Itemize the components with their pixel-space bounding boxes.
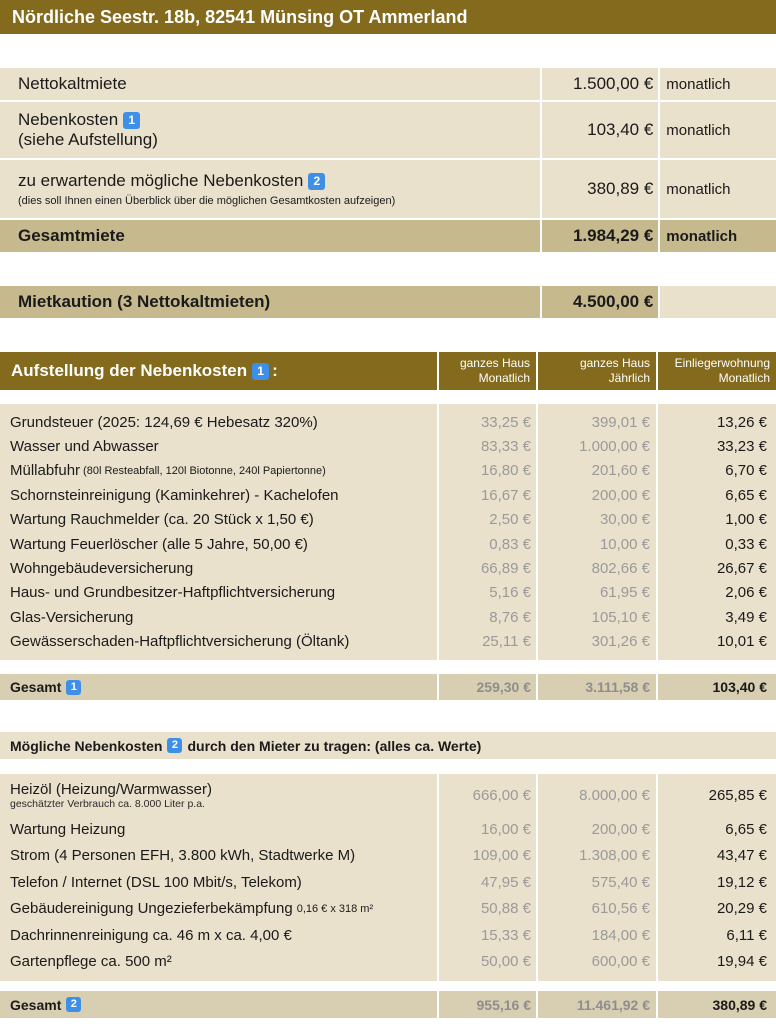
cost-label-cell bbox=[0, 843, 437, 870]
cost-yearly: 201,60 € bbox=[538, 459, 656, 483]
deposit-amount: 4.500,00 € bbox=[542, 286, 659, 318]
col-header-haus-jaehrlich bbox=[538, 352, 656, 390]
col-header-haus-monatlich bbox=[439, 352, 536, 390]
cost-einlieger: 6,11 € bbox=[658, 922, 776, 949]
total-monthly: 259,30 € bbox=[439, 674, 536, 700]
col-header-line2: Monatlich bbox=[718, 371, 770, 385]
cost-einlieger: 20,29 € bbox=[658, 896, 776, 923]
cost-einlieger: 0,33 € bbox=[658, 532, 776, 556]
total-einlieger: 380,89 € bbox=[658, 991, 776, 1018]
cost-yearly: 30,00 € bbox=[538, 508, 656, 532]
table-row bbox=[0, 774, 776, 816]
cost-yearly: 8.000,00 € bbox=[538, 774, 656, 816]
cost-label-cell bbox=[0, 508, 437, 532]
table-row bbox=[0, 483, 776, 507]
cost-label: Wartung Heizung bbox=[10, 820, 126, 838]
cost-label: Grundsteuer (2025: 124,69 € Hebesatz 320%) bbox=[10, 413, 318, 431]
badge-2-icon: 2 bbox=[66, 997, 81, 1012]
moegliche-subtitle: durch den Mieter zu tragen: (alles ca. Werte) bbox=[187, 737, 482, 754]
cost-label-cell bbox=[0, 949, 437, 976]
cost-monthly: 25,11 € bbox=[439, 630, 536, 654]
cost-yearly: 301,26 € bbox=[538, 630, 656, 654]
nebenkosten-header bbox=[0, 352, 776, 390]
col-header-line1: Einliegerwohnung bbox=[674, 356, 770, 370]
table-total-row bbox=[0, 674, 776, 700]
total-einlieger: 103,40 € bbox=[658, 674, 776, 700]
table-row bbox=[0, 434, 776, 458]
cost-label-cell bbox=[0, 459, 437, 483]
cost-yearly: 184,00 € bbox=[538, 922, 656, 949]
cost-yearly: 1.308,00 € bbox=[538, 843, 656, 870]
padding-cell bbox=[439, 654, 536, 660]
table-row bbox=[0, 605, 776, 629]
rent-period: monatlich bbox=[660, 68, 776, 100]
rent-label-cell bbox=[0, 160, 540, 218]
nebenkosten-title-suffix: : bbox=[272, 361, 278, 380]
moegliche-table bbox=[0, 774, 776, 981]
padding-cell bbox=[658, 975, 776, 981]
cost-label-note: 0,16 € x 318 m² bbox=[296, 902, 374, 915]
table-row bbox=[0, 843, 776, 870]
cost-einlieger: 265,85 € bbox=[658, 774, 776, 816]
total-monthly: 955,16 € bbox=[439, 991, 536, 1018]
rent-label: zu erwartende mögliche Nebenkosten bbox=[18, 171, 304, 190]
cost-label-cell bbox=[0, 605, 437, 629]
cost-label: Müllabfuhr bbox=[10, 462, 81, 480]
rent-total-row bbox=[0, 220, 776, 252]
padding-cell bbox=[658, 654, 776, 660]
rent-amount: 103,40 € bbox=[542, 102, 659, 158]
cost-label-note: (80l Resteabfall, 120l Biotonne, 240l Papiertonne) bbox=[83, 464, 326, 477]
rent-label: Nettokaltmiete bbox=[0, 68, 540, 100]
total-label: Gesamt bbox=[10, 679, 62, 695]
cost-einlieger: 1,00 € bbox=[658, 508, 776, 532]
cost-monthly: 16,67 € bbox=[439, 483, 536, 507]
cost-einlieger: 6,70 € bbox=[658, 459, 776, 483]
table-row bbox=[0, 896, 776, 923]
total-label: Gesamt bbox=[10, 996, 62, 1013]
cost-yearly: 1.000,00 € bbox=[538, 434, 656, 458]
badge-1-icon: 1 bbox=[66, 680, 81, 695]
rent-note: (dies soll Ihnen einen Überblick über die möglichen Gesamtkosten aufzeigen) bbox=[18, 195, 396, 207]
rent-period: monatlich bbox=[660, 160, 776, 218]
table-row bbox=[0, 816, 776, 843]
nebenkosten-total bbox=[0, 674, 776, 700]
moegliche-total bbox=[0, 991, 776, 1018]
cost-monthly: 83,33 € bbox=[439, 434, 536, 458]
table-row bbox=[0, 532, 776, 556]
rent-label: Nebenkosten bbox=[18, 110, 119, 129]
rent-total-period: monatlich bbox=[660, 220, 776, 252]
table-row bbox=[0, 949, 776, 976]
cost-monthly: 50,00 € bbox=[439, 949, 536, 976]
cost-einlieger: 10,01 € bbox=[658, 630, 776, 654]
col-header-einlieger-monatlich bbox=[658, 352, 776, 390]
cost-einlieger: 33,23 € bbox=[658, 434, 776, 458]
cost-yearly: 10,00 € bbox=[538, 532, 656, 556]
rent-label-cell bbox=[0, 102, 540, 158]
padding-cell bbox=[0, 975, 437, 981]
cost-label: Gewässerschaden-Haftpflichtversicherung (Öltank) bbox=[10, 633, 350, 651]
cost-label-cell bbox=[0, 896, 437, 923]
moegliche-title: Mögliche Nebenkosten bbox=[10, 737, 163, 754]
nebenkosten-title-text: Aufstellung der Nebenkosten bbox=[11, 361, 248, 380]
total-yearly: 11.461,92 € bbox=[538, 991, 656, 1018]
cost-label: Glas-Versicherung bbox=[10, 608, 134, 626]
table-row bbox=[0, 459, 776, 483]
cost-yearly: 610,56 € bbox=[538, 896, 656, 923]
total-label-cell bbox=[0, 674, 437, 700]
cost-yearly: 399,01 € bbox=[538, 410, 656, 434]
cost-label: Haus- und Grundbesitzer-Haftpflichtversicherung bbox=[10, 584, 336, 602]
cost-label-cell bbox=[0, 434, 437, 458]
col-header-line1: ganzes Haus bbox=[459, 356, 530, 370]
rent-total-amount: 1.984,29 € bbox=[542, 220, 659, 252]
cost-label-cell bbox=[0, 630, 437, 654]
cost-monthly: 66,89 € bbox=[439, 556, 536, 580]
cost-monthly: 666,00 € bbox=[439, 774, 536, 816]
cost-monthly: 16,80 € bbox=[439, 459, 536, 483]
moegliche-header bbox=[0, 732, 776, 759]
cost-einlieger: 43,47 € bbox=[658, 843, 776, 870]
table-row bbox=[0, 410, 776, 434]
total-yearly: 3.111,58 € bbox=[538, 674, 656, 700]
cost-yearly: 200,00 € bbox=[538, 816, 656, 843]
cost-einlieger: 3,49 € bbox=[658, 605, 776, 629]
padding-cell bbox=[538, 975, 656, 981]
col-header-line2: Monatlich bbox=[478, 371, 530, 385]
badge-2-icon: 2 bbox=[308, 173, 325, 190]
cost-monthly: 5,16 € bbox=[439, 581, 536, 605]
nebenkosten-table bbox=[0, 404, 776, 660]
cost-label: Wartung Rauchmelder (ca. 20 Stück x 1,50 €) bbox=[10, 511, 314, 529]
deposit-empty bbox=[660, 286, 776, 318]
rent-row-nebenkosten bbox=[0, 102, 776, 158]
cost-monthly: 15,33 € bbox=[439, 922, 536, 949]
cost-label-cell bbox=[0, 922, 437, 949]
cost-label: Strom (4 Personen EFH, 3.800 kWh, Stadtwerke M) bbox=[10, 847, 356, 865]
cost-einlieger: 6,65 € bbox=[658, 816, 776, 843]
table-padding bbox=[0, 975, 776, 981]
cost-yearly: 575,40 € bbox=[538, 869, 656, 896]
table-row bbox=[0, 581, 776, 605]
padding-cell bbox=[439, 975, 536, 981]
table-total-row bbox=[0, 991, 776, 1018]
cost-label-cell bbox=[0, 410, 437, 434]
cost-yearly: 802,66 € bbox=[538, 556, 656, 580]
badge-2-icon: 2 bbox=[167, 738, 182, 753]
cost-label: Gartenpflege ca. 500 m² bbox=[10, 953, 172, 971]
cost-monthly: 109,00 € bbox=[439, 843, 536, 870]
nebenkosten-title bbox=[0, 352, 437, 390]
table-row bbox=[0, 556, 776, 580]
deposit-row bbox=[0, 286, 776, 318]
cost-label: Gebäudereinigung Ungezieferbekämpfung bbox=[10, 900, 293, 918]
cost-label: Telefon / Internet (DSL 100 Mbit/s, Telekom) bbox=[10, 873, 302, 891]
rent-total-label: Gesamtmiete bbox=[0, 220, 540, 252]
cost-monthly: 47,95 € bbox=[439, 869, 536, 896]
badge-1-icon: 1 bbox=[123, 112, 140, 129]
rent-row-moegliche bbox=[0, 160, 776, 218]
rent-sublabel: (siehe Aufstellung) bbox=[18, 130, 158, 149]
cost-label: Dachrinnenreinigung ca. 46 m x ca. 4,00 € bbox=[10, 926, 292, 944]
cost-monthly: 33,25 € bbox=[439, 410, 536, 434]
col-header-line2: Jährlich bbox=[608, 371, 650, 385]
cost-einlieger: 2,06 € bbox=[658, 581, 776, 605]
table-row bbox=[0, 508, 776, 532]
cost-monthly: 2,50 € bbox=[439, 508, 536, 532]
rent-amount: 380,89 € bbox=[542, 160, 659, 218]
rent-row-nettokaltmiete bbox=[0, 68, 776, 100]
table-row bbox=[0, 869, 776, 896]
table-padding bbox=[0, 654, 776, 660]
cost-yearly: 61,95 € bbox=[538, 581, 656, 605]
cost-monthly: 50,88 € bbox=[439, 896, 536, 923]
cost-einlieger: 19,94 € bbox=[658, 949, 776, 976]
rent-amount: 1.500,00 € bbox=[542, 68, 659, 100]
cost-einlieger: 6,65 € bbox=[658, 483, 776, 507]
cost-label: Wartung Feuerlöscher (alle 5 Jahre, 50,00 €) bbox=[10, 535, 308, 553]
cost-monthly: 16,00 € bbox=[439, 816, 536, 843]
cost-label-cell bbox=[0, 774, 437, 816]
col-header-line1: ganzes Haus bbox=[579, 356, 650, 370]
cost-label: Wasser und Abwasser bbox=[10, 438, 159, 456]
cost-monthly: 8,76 € bbox=[439, 605, 536, 629]
cost-sublabel: geschätzter Verbrauch ca. 8.000 Liter p.a. bbox=[10, 797, 205, 810]
cost-label-cell bbox=[0, 869, 437, 896]
padding-cell bbox=[538, 654, 656, 660]
padding-cell bbox=[0, 654, 437, 660]
deposit-label: Mietkaution (3 Nettokaltmieten) bbox=[0, 286, 540, 318]
cost-label-cell bbox=[0, 483, 437, 507]
cost-monthly: 0,83 € bbox=[439, 532, 536, 556]
cost-label: Schornsteinreinigung (Kaminkehrer) - Kachelofen bbox=[10, 486, 339, 504]
address-title: Nördliche Seestr. 18b, 82541 Münsing OT Ammerland bbox=[0, 0, 776, 34]
cost-label-cell bbox=[0, 581, 437, 605]
cost-einlieger: 13,26 € bbox=[658, 410, 776, 434]
rent-period: monatlich bbox=[660, 102, 776, 158]
cost-label: Heizöl (Heizung/Warmwasser) bbox=[10, 780, 212, 798]
cost-yearly: 200,00 € bbox=[538, 483, 656, 507]
cost-label-cell bbox=[0, 816, 437, 843]
total-label-cell bbox=[0, 991, 437, 1018]
badge-1-icon: 1 bbox=[252, 363, 269, 380]
cost-label-cell bbox=[0, 532, 437, 556]
cost-einlieger: 26,67 € bbox=[658, 556, 776, 580]
cost-yearly: 600,00 € bbox=[538, 949, 656, 976]
cost-einlieger: 19,12 € bbox=[658, 869, 776, 896]
cost-label-cell bbox=[0, 556, 437, 580]
table-row bbox=[0, 922, 776, 949]
cost-yearly: 105,10 € bbox=[538, 605, 656, 629]
cost-label: Wohngebäudeversicherung bbox=[10, 560, 194, 578]
table-row bbox=[0, 630, 776, 654]
